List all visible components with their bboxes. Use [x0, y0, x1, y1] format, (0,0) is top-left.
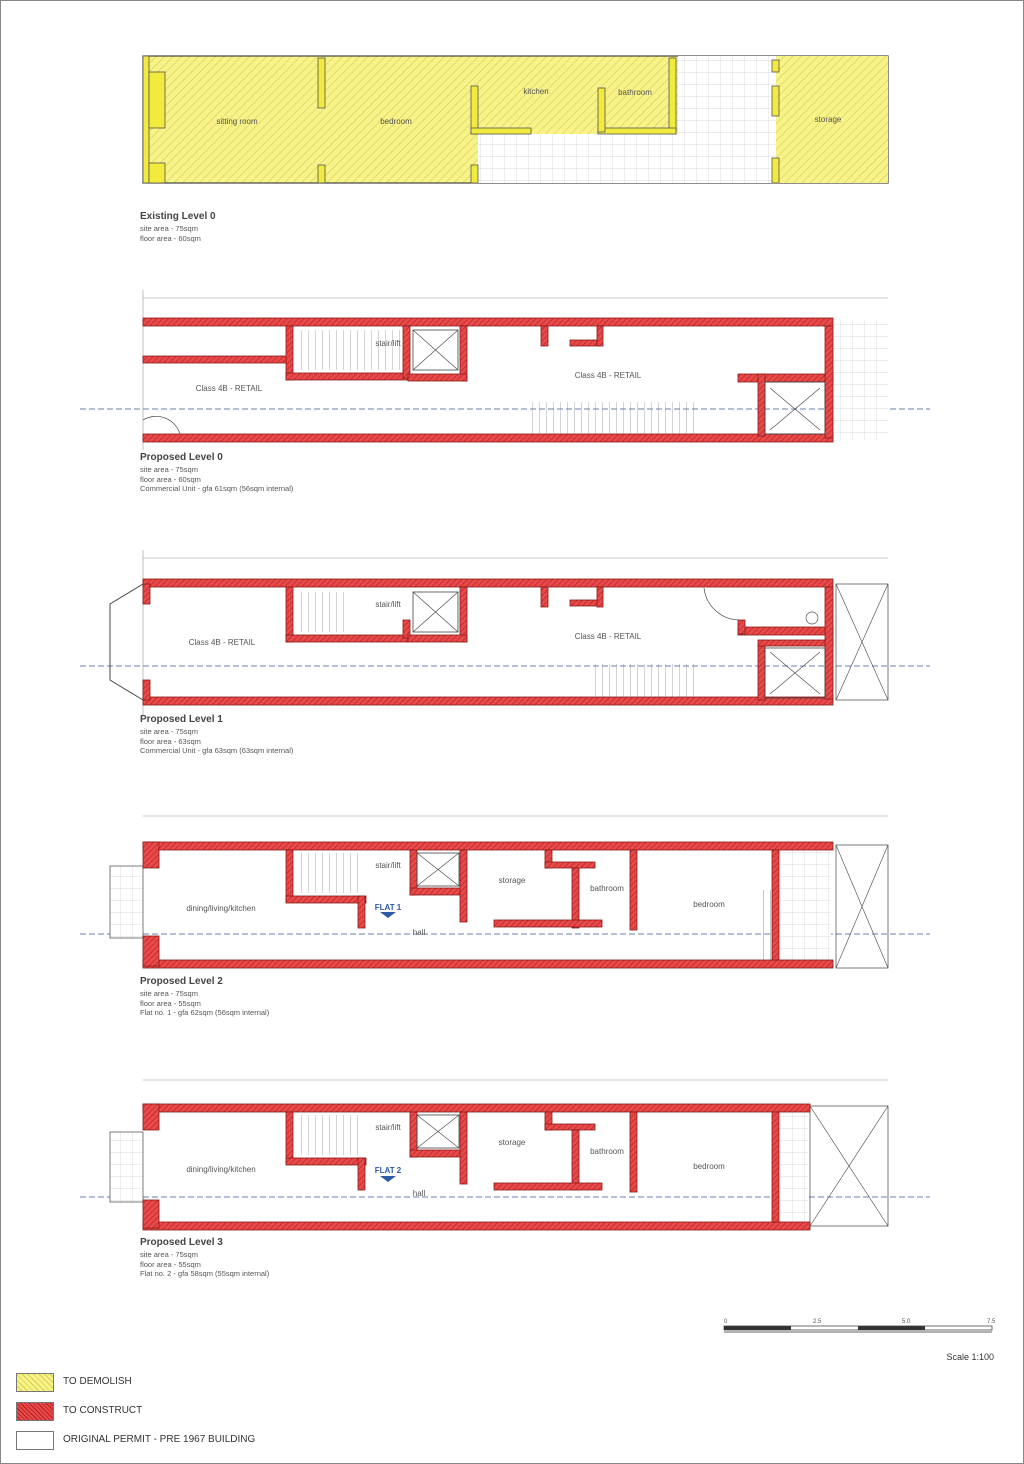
proposed-level-2-plan	[80, 816, 930, 968]
caption-existing-level-0	[140, 211, 216, 243]
scale-tick-3: 7.5	[987, 1319, 996, 1325]
level-line: site area - 75sqm	[140, 224, 198, 233]
proposed-level-1-plan	[80, 550, 930, 715]
level-line: Flat no. 2 - gfa 58sqm (55sqm internal)	[140, 1269, 270, 1278]
flat-1-label: FLAT 1	[374, 903, 402, 912]
level-line: floor area - 60sqm	[140, 233, 201, 243]
room-bathroom-existing: bathroom	[618, 88, 652, 97]
room-bathroom-l3: bathroom	[590, 1147, 624, 1156]
room-stair-l2: stair/lift	[375, 861, 401, 870]
legend-swatch-red	[16, 1402, 54, 1421]
caption-proposed-level-2	[140, 976, 269, 1018]
room-storage-l2: storage	[498, 876, 526, 885]
level-title: Proposed Level 2	[140, 976, 223, 987]
flat-2-label: FLAT 2	[374, 1166, 402, 1175]
level-line: floor area - 55sqm	[140, 998, 201, 1008]
scale-tick-0: 0	[724, 1319, 728, 1325]
room-storage-l3: storage	[498, 1138, 526, 1147]
level-line: site area - 75sqm	[140, 727, 198, 736]
room-bedroom-l2: bedroom	[693, 900, 725, 909]
room-bathroom-l2: bathroom	[590, 884, 624, 893]
legend-swatch-yellow	[16, 1373, 54, 1392]
level-line: floor area - 55sqm	[140, 1259, 201, 1269]
caption-proposed-level-3	[140, 1237, 269, 1279]
level-title: Existing Level 0	[140, 211, 216, 222]
room-retail-l0-b: Class 4B - RETAIL	[574, 371, 642, 380]
legend-label: TO CONSTRUCT	[63, 1405, 143, 1416]
scale-label: Scale 1:100	[946, 1352, 994, 1362]
legend-swatch-white	[16, 1431, 54, 1450]
room-bedroom-existing: bedroom	[380, 117, 412, 126]
level-line: floor area - 60sqm	[140, 474, 201, 484]
legend-label: ORIGINAL PERMIT - PRE 1967 BUILDING	[63, 1434, 256, 1445]
level-line: site area - 75sqm	[140, 465, 198, 474]
room-hall-l3: hall	[412, 1189, 426, 1198]
caption-proposed-level-1	[140, 714, 293, 756]
room-bedroom-l3: bedroom	[693, 1162, 725, 1171]
room-storage-existing: storage	[814, 115, 842, 124]
legend-label: TO DEMOLISH	[63, 1376, 132, 1387]
proposed-level-3-plan	[80, 1080, 930, 1230]
room-retail-l0-a: Class 4B - RETAIL	[195, 384, 263, 393]
level-line: Flat no. 1 - gfa 62sqm (56sqm internal)	[140, 1008, 270, 1017]
room-stair-l1: stair/lift	[375, 600, 401, 609]
level-title: Proposed Level 3	[140, 1237, 223, 1248]
level-line: Commercial Unit - gfa 61sqm (56sqm internal)	[140, 484, 294, 493]
level-line: floor area - 63sqm	[140, 736, 201, 746]
level-line: Commercial Unit - gfa 63sqm (63sqm internal)	[140, 746, 294, 755]
scale-bar	[722, 1318, 1002, 1364]
level-title: Proposed Level 1	[140, 714, 223, 725]
scale-bar-graphic	[722, 1318, 1002, 1364]
scale-tick-2: 5.0	[902, 1319, 911, 1325]
scale-tick-1: 2.5	[813, 1319, 822, 1325]
level-line: site area - 75sqm	[140, 989, 198, 998]
room-dining-l3: dining/living/kitchen	[186, 1165, 256, 1174]
room-stair-l3: stair/lift	[375, 1123, 401, 1132]
proposed-level-0-plan	[80, 290, 930, 450]
room-kitchen: kitchen	[523, 87, 549, 96]
caption-proposed-level-0	[140, 452, 293, 494]
room-dining-l2: dining/living/kitchen	[186, 904, 256, 913]
room-sitting-room: sitting room	[216, 117, 258, 126]
room-hall-l2: hall	[412, 928, 426, 937]
room-retail-l1-b: Class 4B - RETAIL	[574, 632, 642, 641]
room-retail-l1-a: Class 4B - RETAIL	[188, 638, 256, 647]
level-title: Proposed Level 0	[140, 452, 223, 463]
room-stair-l0: stair/lift	[375, 339, 401, 348]
level-line: site area - 75sqm	[140, 1250, 198, 1259]
